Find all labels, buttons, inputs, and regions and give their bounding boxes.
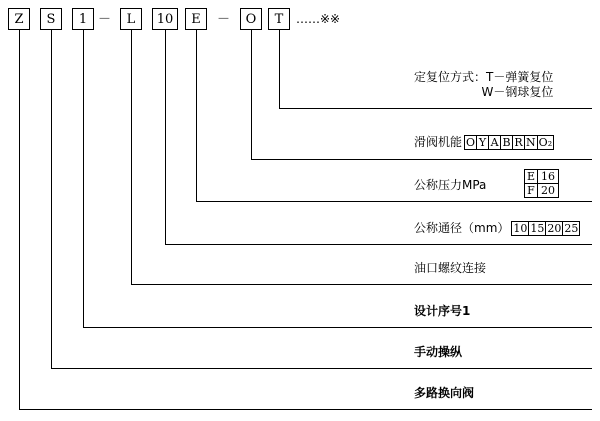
nominal-diameter-code-group (511, 221, 580, 236)
leader-vertical-spool-function (251, 30, 252, 159)
diameter-code-25: 25 (564, 222, 579, 235)
leader-horizontal-nominal-diameter (165, 244, 592, 245)
spool-function-code-group (464, 135, 554, 150)
spool-code-n: N (526, 136, 536, 149)
leader-horizontal-reset-mode (279, 108, 592, 109)
leader-horizontal-manual-operation (51, 368, 592, 369)
callout-spool-function (414, 135, 554, 150)
code-box-s: S (40, 8, 62, 30)
pressure-code-e: E (524, 169, 538, 184)
nominal-pressure-code-table (524, 169, 559, 198)
leader-horizontal-spool-function (251, 159, 592, 160)
code-box-10: 10 (152, 8, 178, 30)
callout-nominal-pressure-label: 公称压力MPa (414, 178, 487, 192)
code-box-o: O (240, 8, 262, 30)
callout-reset-mode-line1: 定复位方式：T－弹簧复位 (414, 70, 554, 84)
code-trailing-marks: ……※※ (296, 12, 341, 26)
leader-horizontal-port-thread (131, 284, 592, 285)
leader-vertical-nominal-diameter (165, 30, 166, 244)
spool-code-o2: O₂ (538, 136, 553, 149)
spool-code-b: B (500, 135, 513, 150)
leader-vertical-port-thread (131, 30, 132, 284)
code-dash-2: － (217, 12, 231, 27)
callout-nominal-pressure (414, 178, 486, 193)
leader-vertical-nominal-pressure (196, 30, 197, 201)
callout-nominal-diameter (414, 221, 580, 236)
leader-vertical-design-serial (83, 30, 84, 327)
leader-horizontal-design-serial (83, 327, 592, 328)
callout-port-thread: 油口螺纹连接 (414, 261, 487, 275)
callout-reset-mode (414, 70, 553, 100)
callout-multi-way-valve: 多路换向阀 (414, 386, 475, 400)
spool-code-a: A (488, 135, 501, 150)
code-dash-1: － (98, 12, 112, 27)
code-box-l: L (120, 8, 142, 30)
code-box-z: Z (8, 8, 30, 30)
nominal-pressure-row-f (524, 183, 559, 198)
leader-horizontal-nominal-pressure (196, 201, 592, 202)
code-box-1: 1 (72, 8, 94, 30)
spool-code-r: R (512, 135, 525, 150)
callout-reset-mode-line2: W－钢球复位 (481, 85, 554, 99)
code-box-t: T (268, 8, 290, 30)
diameter-code-20: 20 (547, 222, 562, 235)
code-box-e: E (185, 8, 207, 30)
callout-nominal-diameter-label: 公称通径（mm） (414, 221, 510, 235)
spool-code-y: Y (476, 135, 489, 150)
callout-manual-operation: 手动操纵 (414, 345, 463, 359)
callout-design-serial: 设计序号1 (414, 304, 471, 318)
nominal-pressure-row-e (524, 169, 559, 184)
leader-horizontal-multi-way-valve (19, 409, 592, 410)
leader-vertical-reset-mode (279, 30, 280, 108)
diameter-code-10: 10 (513, 222, 528, 235)
pressure-value-20: 20 (537, 183, 559, 198)
diameter-code-15: 15 (530, 222, 545, 235)
pressure-value-16: 16 (537, 169, 559, 184)
pressure-code-f: F (524, 183, 538, 198)
spool-code-o: O (466, 136, 476, 149)
leader-vertical-manual-operation (51, 30, 52, 368)
leader-vertical-multi-way-valve (19, 30, 20, 409)
callout-spool-function-label: 滑阀机能 (414, 135, 463, 149)
